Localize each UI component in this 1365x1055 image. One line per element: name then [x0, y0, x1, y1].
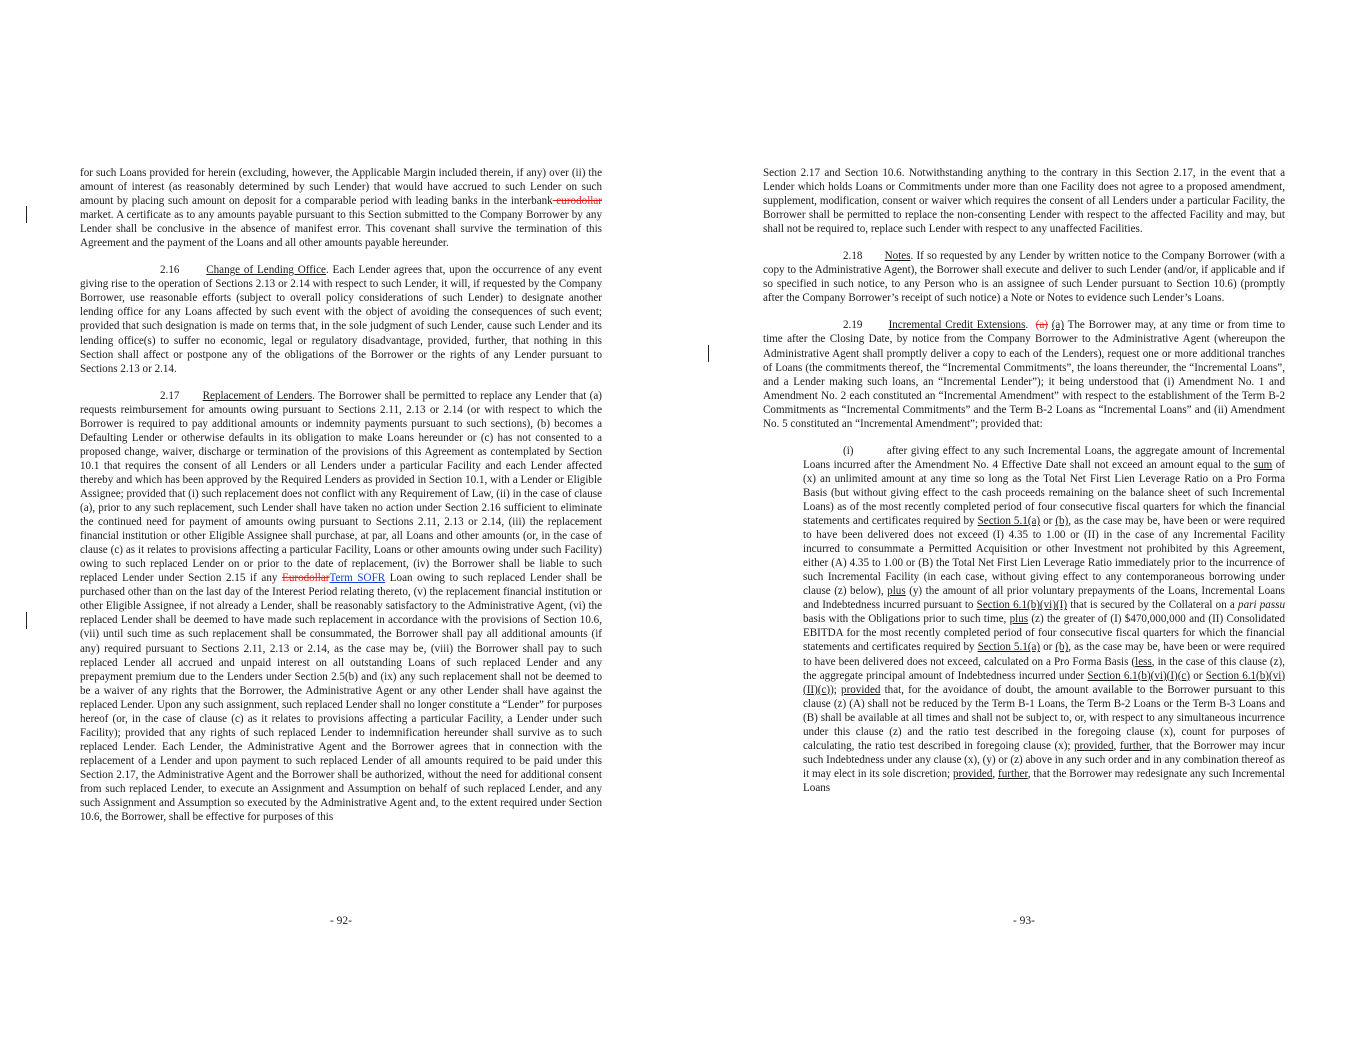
section-number: 2.18	[843, 250, 863, 263]
clause-text: plus	[1009, 613, 1029, 626]
section-reference: Section 6.1(b)(vi)(I)(c)	[1087, 669, 1191, 682]
clause-text: (z) the greater of (I) $470,000,000 and (II) Consolidated EBITDA for the most recently completed period of four consecutive fiscal quarters for which the financial statements and certificates required by	[803, 613, 1285, 654]
section-body: . If so requested by any Lender by written notice to the Company Borrower (with a copy to the Administrative Agent), the Borrower shall execute and deliver to such Lender (and/or, if applicable and if so specified in such notice, to any Person who is an assignee of such Lender pursuant to Section 10.6) (promptly after the Company Borrower’s receipt of such notice) a Note or Notes to evidence such Lender’s Loans.	[763, 250, 1285, 305]
left-page-body	[80, 166, 602, 837]
deleted-text: Eurodollar	[282, 572, 330, 585]
clause-text: pari passu	[1238, 599, 1286, 612]
clause-text: , that the Borrower may incur such Indebtedness under any clause (x), (y) or (z) above in any such order and in any combination thereof as it may elect in its sole discretion;	[803, 739, 1285, 780]
page-number: - 92-	[329, 915, 353, 927]
section-body: . Each Lender agrees that, upon the occurrence of any event giving rise to the operation of Sections 2.13 or 2.14 with respect to such Lender, it will, if requested by the Company Borrower, use reasonable efforts (subject to overall policy considerations of such Lender) to designate another lending office for any Loans affected by such event with the object of avoiding the consequences of such event; provided that such designation is made on terms that, in the sole judgment of such Lender, cause such Lender and its lending office(s) to suffer no economic, legal or regulatory disadvantage, provided, further, that nothing in this Section shall affect or postpone any of the obligations of the Borrower or the rights of any Lender pursuant to Sections 2.13 or 2.14.	[80, 264, 602, 375]
section-2-19: 2.19 Incremental Credit Extensions. (a) (a) The Borrower may, at any time or from time to time after the Closing Date, by notice from the Company Borrower to the Administrative Agent (whereupon the Administrative Agent shall promptly deliver a copy to each of the Lenders), request one or more additional tranches of Loans (the commitments thereof, the “Incremental Commitments”, the loans thereunder, the “Incremental Loans”, and a Lender making such loans, an “Incremental Lender”); it being understood that (i) Amendment No. 1 and Amendment No. 2 each constituted an “Incremental Amendment” with respect to the establishment of the Term B-2 Commitments as “Incremental Commitments” and the Term B-2 Loans as “Incremental Loans” and (ii) Amendment No. 5 constituted an “Incremental Amendment”; provided that:	[763, 319, 1285, 430]
section-reference: (b)	[1055, 515, 1069, 528]
clause-label: (i)	[843, 444, 854, 457]
section-2-16	[80, 263, 602, 375]
clause-text: , in the case of this clause (z), the aggregate principal amount of Indebtedness incurred under	[803, 655, 1285, 682]
clause-text: further	[1119, 739, 1150, 752]
section-heading: Incremental Credit Extensions	[888, 319, 1026, 332]
clause-text: , as the case may be, have been or were required to have been delivered does not exceed (I) 4.35 to 1.00 or (II) in the case of any Incremental Facility incurred to consummate a Permitted Acquisition or other Investment not prohibited by this Agreement, either (A) 4.35 to 1.00 or (B) the Total Net First Lien Leverage Ratio immediately prior to the incurrence of such Incremental Facility (in each case, without giving effect to any contemporaneous borrowing under clause (z) below),	[803, 515, 1286, 598]
clause-text: );	[830, 683, 842, 696]
clause-i	[803, 444, 1285, 795]
section-reference: Section 5.1(a)	[977, 515, 1041, 528]
clause-text: or	[1040, 515, 1056, 528]
clause-text: (y) the amount of all prior voluntary prepayments of the Loans, Incremental Loans and Indebtedness incurred pursuant to	[803, 585, 1285, 612]
clause-text: provided	[841, 683, 881, 696]
clause-text: ,	[1113, 739, 1120, 752]
clause-text: of (x) an unlimited amount at any time so long as the Total Net First Lien Leverage Ratio on a Pro Forma Basis (but without giving effect to the cash proceeds remaining on the balance sheet of such Incremental Loans) as of the most recently completed period of four consecutive fiscal quarters for which the financial statements and certificates required by	[803, 458, 1285, 528]
section-number: 2.16	[160, 264, 180, 277]
change-bar	[708, 345, 709, 362]
clause-text: plus	[887, 585, 906, 598]
section-reference: Section 6.1(b)(vi)(II)(c)	[803, 669, 1286, 696]
clause-text: or	[1190, 669, 1206, 682]
clause-text: ,	[992, 767, 999, 780]
section-body: The Borrower may, at any time or from time to time after the Closing Date, by notice from the Company Borrower to the Administrative Agent (whereupon the Administrative Agent shall promptly deliver a copy to each of the Lenders), request one or more additional tranches of Loans (the commitments thereof, the “Incremental Commitments”, the loans thereunder, the “Incremental Loans”, and a Lender making such loans, an “Incremental Lender”); it being understood that (i) Amendment No. 1 and Amendment No. 2 each constituted an “Incremental Amendment” with respect to the establishment of the Term B-2 Commitments as “Incremental Commitments” and the Term B-2 Loans as “Incremental Loans” and (ii) Amendment No. 5 constituted an “Incremental Amendment”; provided that:	[763, 319, 1285, 430]
clause-text: , that the Borrower may redesignate any such Incremental Loans	[803, 767, 1285, 794]
section-body: . The Borrower shall be permitted to replace any Lender that (a) requests reimbursement for amounts owing pursuant to Sections 2.11, 2.13 or 2.14 (or with respect to which the Borrower is required to pay additional amounts or indemnity payments pursuant to such sections), (b) becomes a Defaulting Lender or otherwise defaults in its obligation to make Loans hereunder or (c) has not consented to a proposed change, waiver, discharge or termination of the provisions of this Agreement as contemplated by Section 10.1 that requires the consent of all Lenders or all Lenders under a particular Facility and each Lender affected thereby and which has been approved by the Required Lenders as provided in Section 10.1, with a Lender or Eligible Assignee; provided that (i) such replacement does not conflict with any Requirement of Law, (ii) in the case of clause (a), prior to any such replacement, such Lender shall have taken no action under Section 2.16 sufficient to eliminate the continued need for payment of amounts owing pursuant to Sections 2.11, 2.13 or 2.14, (iii) the replacement financial institution or other Eligible Assignee shall purchase, at par, all Loans and other amounts (or, in the case of clause (c) as it relates to provisions affecting a particular Facility, Loans or other amounts owing under such Facility) owing to such replaced Lender on or prior to the date of replacement, (iv) the Borrower shall be liable to such replaced Lender under Section 2.15 if any	[80, 389, 602, 585]
section-number: 2.17	[160, 389, 180, 402]
clause-text: basis with the Obligations prior to such time,	[803, 613, 1010, 626]
section-body: Loan owing to such replaced Lender shall be purchased other than on the last day of the Interest Period relating thereto, (v) the replacement financial institution or other Eligible Assignee, if not already a Lender, shall be reasonably satisfactory to the Administrative Agent, (vi) the replaced Lender shall be deemed to have made such replacement in accordance with the provisions of Section 10.6, (vii) until such time as such replacement shall be consummated, the Borrower shall pay all additional amounts (if any) required pursuant to Sections 2.11, 2.13 or 2.14, as the case may be, (viii) the Borrower shall pay to such replaced Lender all accrued and unpaid interest on all outstanding Loans of such replaced Lender and any prepayment premium due to the Lenders under Section 2.5(b) and (ix) any such replacement shall not be deemed to be a waiver of any rights that the Borrower, the Administrative Agent or any other Lender shall have against the replaced Lender. Upon any such assignment, such replaced Lender shall no longer constitute a “Lender” for purposes hereof (or, in the case of clause (c) as it relates to provisions affecting a particular Facility, a Lender under such Facility); provided that any rights of such replaced Lender to indemnification hereunder shall survive as to such replaced Lender. Each Lender, the Administrative Agent and the Borrower agrees that in connection with the replacement of a Lender and upon payment to such replaced Lender of all amounts required to be paid under this Section 2.17, the Administrative Agent and the Borrower shall be authorized, without the need for additional consent from such replaced Lender, to execute an Assignment and Assumption on behalf of such replaced Lender, and any such Assignment and Assumption so executed by the Administrative Agent and, to the extent required under Section 10.6, the Borrower, shall be effective for purposes of this	[80, 572, 602, 824]
inserted-text: (a)	[1051, 319, 1065, 332]
clause-text: after giving effect to any such Incremental Loans, the aggregate amount of Incremental Loans incurred after the Amendment No. 4 Effective Date shall not exceed an amount equal to the	[803, 444, 1285, 471]
left-page	[0, 0, 682, 1055]
section-heading: Notes	[884, 250, 911, 263]
change-bar	[26, 206, 27, 223]
clause-text: that is secured by the Collateral on a	[1067, 599, 1239, 612]
clause-text: further	[998, 767, 1028, 780]
clause-text: provided	[952, 767, 993, 780]
right-page	[683, 0, 1365, 1055]
change-bar	[26, 612, 27, 629]
clause-text: , as the case may be, have been or were required to have been delivered does not exceed, calculated on a Pro Forma Basis (	[803, 641, 1286, 668]
inserted-text: Term SOFR	[329, 572, 386, 585]
section-heading: Replacement of Lenders	[202, 389, 313, 402]
page-number: - 93-	[1012, 915, 1036, 927]
paragraph-text: market. A certificate as to any amounts payable pursuant to this Section submitted to the Company Borrower by any Lender shall be conclusive in the absence of manifest error. This covenant shall survive the termination of this Agreement and the payment of the Loans and all other amounts payable hereunder.	[80, 209, 602, 250]
section-2-17	[80, 389, 602, 824]
paragraph-text: for such Loans provided for herein (excluding, however, the Applicable Margin included therein, if any) over (ii) the amount of interest (as reasonably determined by such Lender) that would have accrued to such Lender on such amount by placing such amount on deposit for a comparable period with leading banks in the interbank	[80, 167, 602, 208]
clause-text: provided	[1074, 739, 1114, 752]
section-reference: Section 5.1(a)	[977, 641, 1041, 654]
deleted-text: (a)	[1035, 319, 1048, 332]
section-2-18	[763, 249, 1285, 305]
clause-text: that, for the avoidance of doubt, the amount available to the Borrower pursuant to this clause (z) (A) shall not be reduced by the Term B-1 Loans, the Term B-2 Loans or the Term B-3 Loans and (B) shall be available at all times and shall not be subject to, or, with respect to any simultaneous incurrence under this clause (z) and the ratio test described in the foregoing clause (x), count for purposes of calculating, the ratio test described in foregoing clause (x);	[803, 683, 1285, 752]
section-reference: (b)	[1055, 641, 1069, 654]
section-reference: Section 6.1(b)(vi)(I)	[976, 599, 1068, 612]
continuation-paragraph: Section 2.17 and Section 10.6. Notwithstanding anything to the contrary in this Section 2.17, in the event that a Lender which holds Loans or Commitments under more than one Facility does not agree to a proposed amendment, supplement, modification, consent or waiver which requires the consent of all Lenders under a particular Facility, the Borrower shall be permitted to replace the non-consenting Lender with respect to the affected Facility and may, but shall not be required to, replace such Lender with respect to any unaffected Facilities.	[763, 167, 1285, 236]
clause-text: or	[1040, 641, 1056, 654]
section-heading: Change of Lending Office	[206, 264, 326, 277]
right-page-body	[763, 166, 1285, 808]
clause-text: less	[1135, 655, 1152, 668]
section-number: 2.19	[843, 319, 863, 332]
continuation-paragraph	[80, 166, 602, 250]
deleted-text: eurodollar	[552, 195, 602, 208]
clause-text: sum	[1253, 458, 1273, 471]
